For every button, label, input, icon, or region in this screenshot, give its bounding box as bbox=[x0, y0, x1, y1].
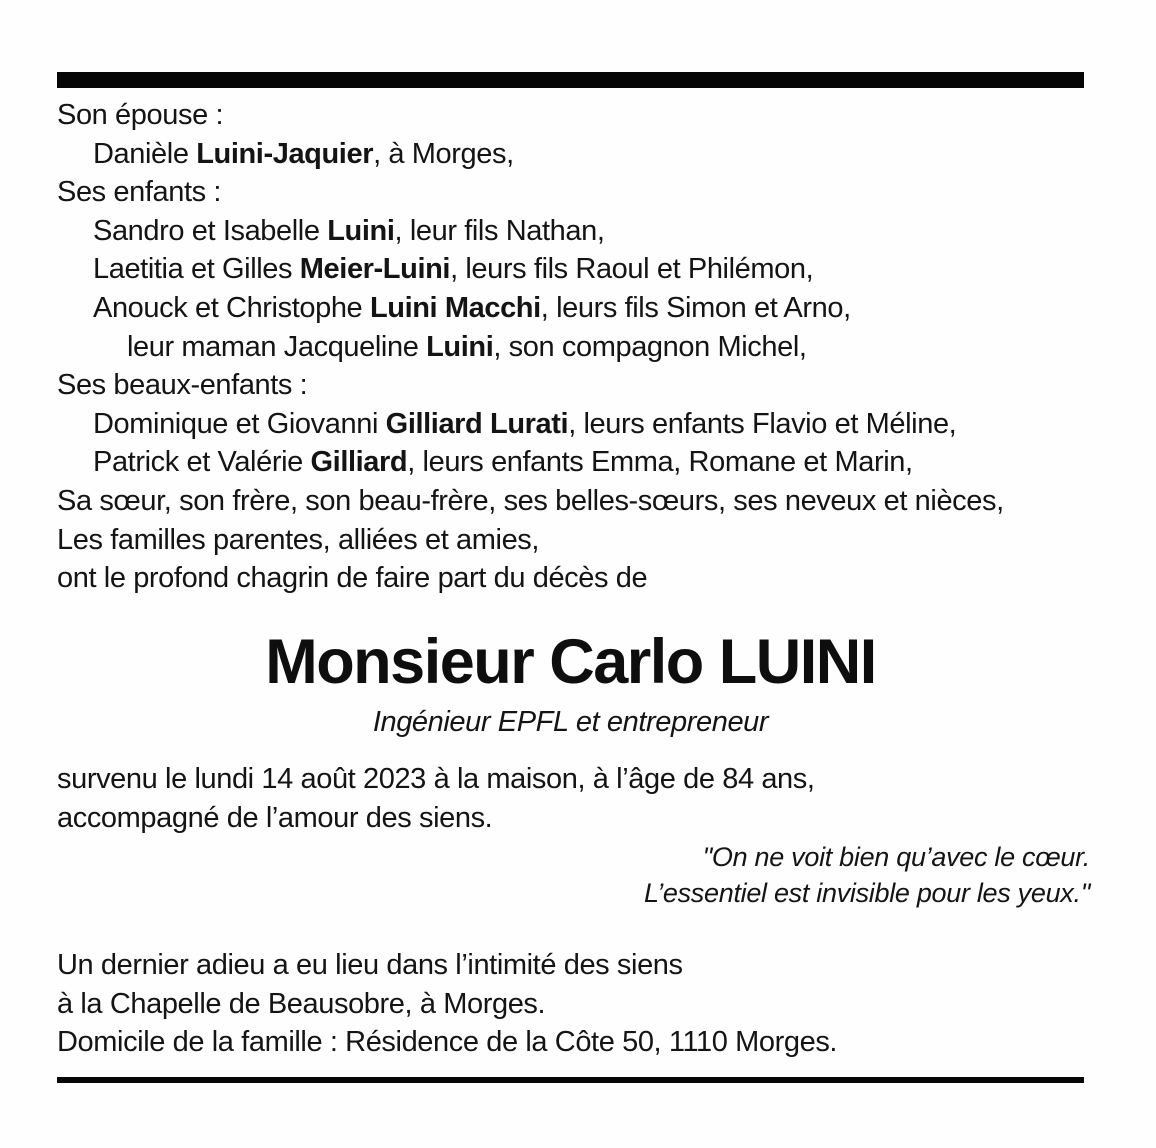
line-bold: Gilliard Lurati bbox=[385, 407, 569, 440]
death-detail-line: survenu le lundi 14 août 2023 à la maison, à l’âge de 84 ans, bbox=[57, 763, 815, 795]
line-text: Danièle bbox=[93, 137, 197, 170]
family-line bbox=[57, 135, 1004, 174]
family-line bbox=[57, 250, 1004, 289]
line-bold: Luini Macchi bbox=[369, 291, 541, 324]
line-text: Son épouse : bbox=[57, 99, 224, 131]
family-line bbox=[57, 482, 1004, 521]
line-text: , leurs enfants Emma, Romane et Marin, bbox=[407, 446, 913, 479]
family-list bbox=[57, 96, 1004, 598]
family-line bbox=[57, 173, 1004, 212]
quote-line: L’essentiel est invisible pour les yeux." bbox=[643, 878, 1090, 908]
family-line bbox=[57, 328, 1004, 367]
ceremony-info bbox=[57, 946, 837, 1062]
family-line bbox=[57, 405, 1004, 444]
line-text: , leurs enfants Flavio et Méline, bbox=[568, 407, 957, 440]
line-text: Laetitia et Gilles bbox=[93, 253, 300, 286]
line-text: ont le profond chagrin de faire part du décès de bbox=[57, 562, 648, 595]
top-rule bbox=[57, 72, 1084, 88]
line-text: , son compagnon Michel, bbox=[493, 330, 807, 363]
line-bold: Luini bbox=[327, 214, 395, 247]
line-text: , leurs fils Raoul et Philémon, bbox=[450, 253, 814, 286]
line-text: leur maman Jacqueline bbox=[127, 330, 427, 363]
death-details bbox=[57, 760, 815, 837]
line-bold: Luini bbox=[426, 330, 494, 363]
line-text: Les familles parentes, alliées et amies, bbox=[57, 523, 540, 556]
line-bold: Gilliard bbox=[310, 446, 408, 479]
line-text: Dominique et Giovanni bbox=[93, 407, 386, 440]
family-line bbox=[57, 366, 1004, 405]
deceased-name: Monsieur Carlo LUINI bbox=[265, 627, 876, 697]
death-detail-line: accompagné de l’amour des siens. bbox=[57, 801, 493, 834]
family-line bbox=[57, 559, 1004, 598]
ceremony-line: Domicile de la famille : Résidence de la Côte 50, 1110 Morges. bbox=[57, 1026, 838, 1059]
deceased-subtitle: Ingénieur EPFL et entrepreneur bbox=[372, 706, 769, 738]
line-text: Anouck et Christophe bbox=[93, 291, 370, 324]
bottom-rule bbox=[57, 1077, 1084, 1083]
family-line bbox=[57, 96, 1004, 135]
line-bold: Meier-Luini bbox=[299, 253, 451, 286]
line-text: , leurs fils Simon et Arno, bbox=[540, 291, 851, 324]
quote-line: "On ne voit bien qu’avec le cœur. bbox=[702, 842, 1090, 872]
family-line bbox=[57, 443, 1004, 482]
line-bold: Luini-Jaquier bbox=[196, 137, 374, 170]
ceremony-line: à la Chapelle de Beausobre, à Morges. bbox=[57, 987, 546, 1020]
ceremony-line: Un dernier adieu a eu lieu dans l’intimité des siens bbox=[57, 949, 683, 981]
line-text: Sa sœur, son frère, son beau-frère, ses belles-sœurs, ses neveux et nièces, bbox=[57, 484, 1004, 517]
line-text: , leur fils Nathan, bbox=[394, 214, 605, 247]
line-text: , à Morges, bbox=[373, 137, 514, 170]
family-line bbox=[57, 289, 1004, 328]
line-text: Ses beaux-enfants : bbox=[57, 369, 308, 402]
line-text: Patrick et Valérie bbox=[93, 446, 311, 479]
family-line bbox=[57, 521, 1004, 560]
line-text: Ses enfants : bbox=[57, 176, 222, 209]
memorial-quote bbox=[57, 839, 1090, 911]
family-line bbox=[57, 212, 1004, 251]
line-text: Sandro et Isabelle bbox=[93, 214, 328, 247]
